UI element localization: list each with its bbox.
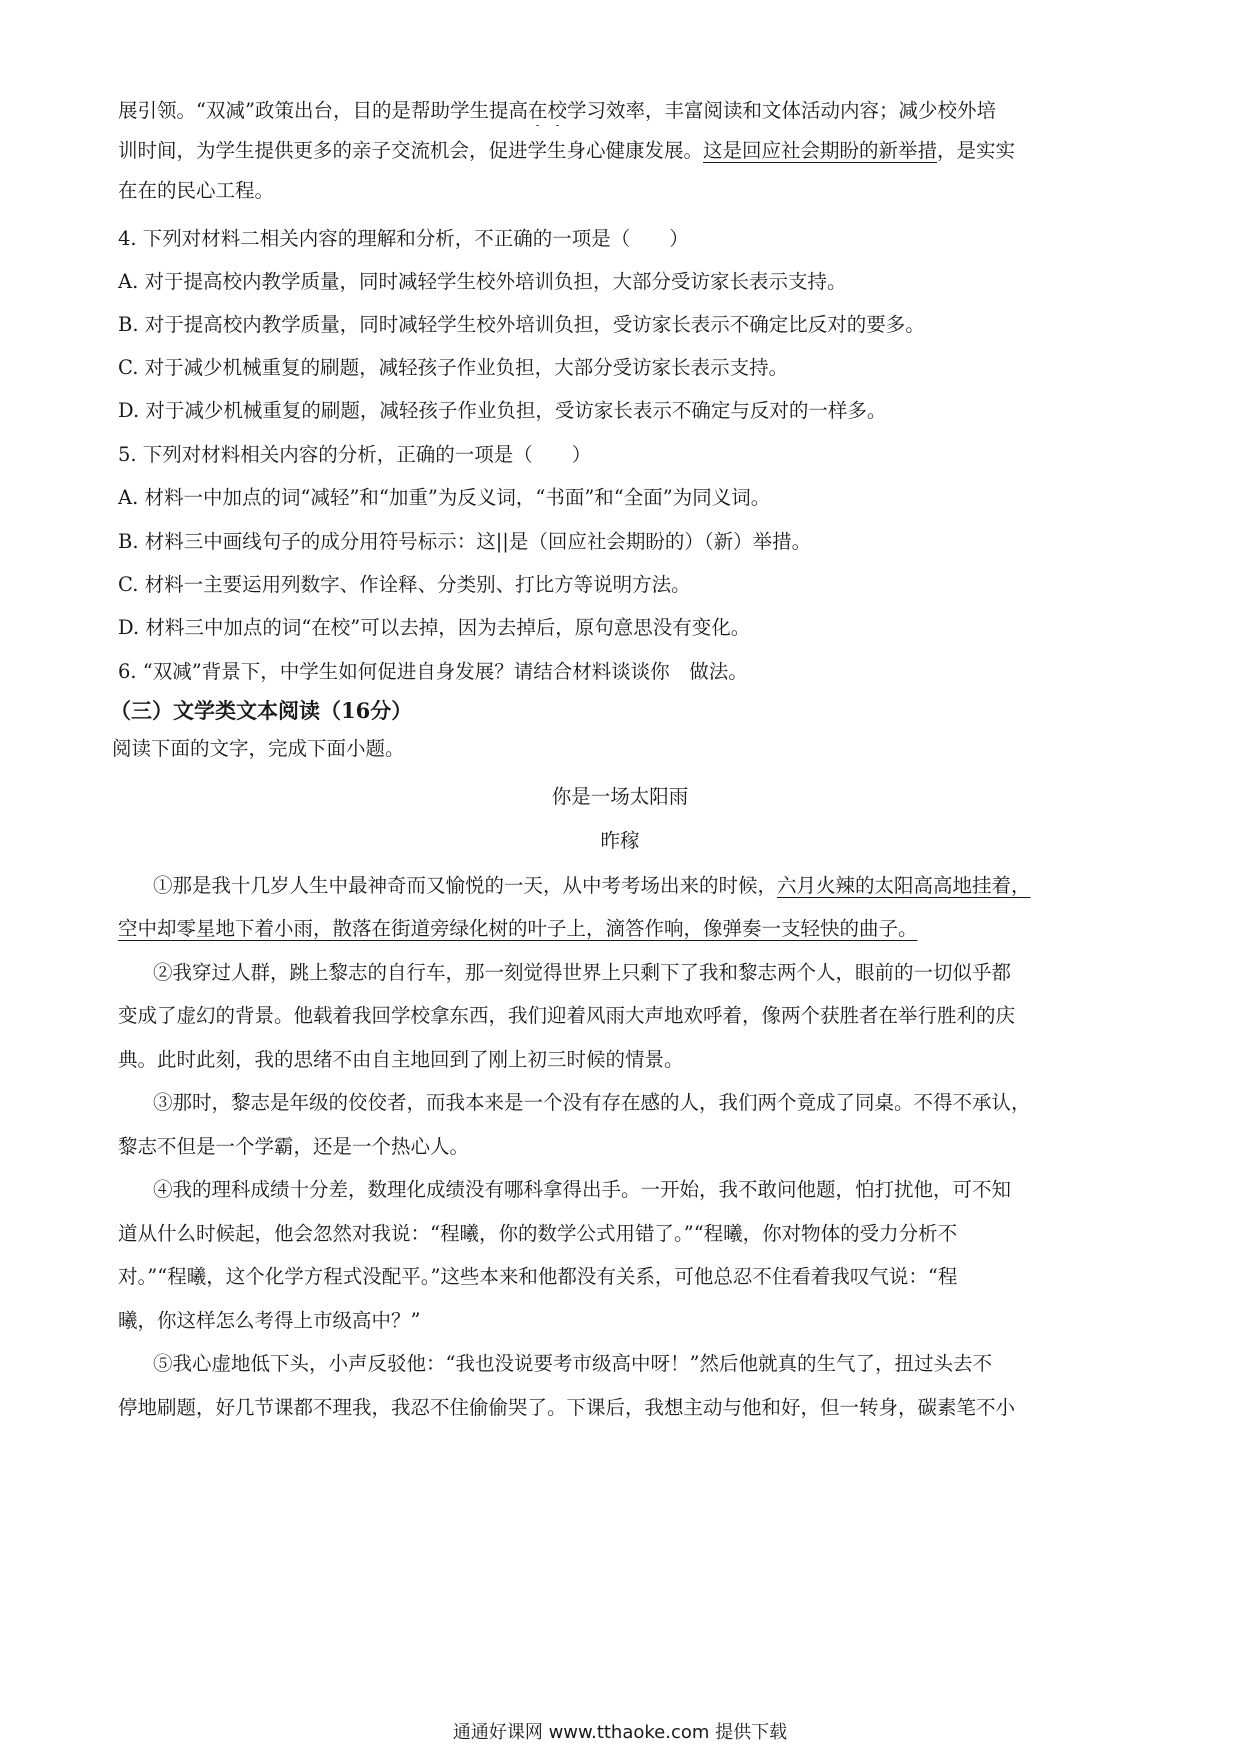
underlined-sentence: 这是回应社会期盼的新举措 [703, 139, 938, 162]
paragraph-4-line-3: 对。”“程曦，这个化学方程式没配平。”这些本来和他都没有关系，可他总忍不住看着我叹气说：“程 [118, 1265, 958, 1288]
paragraph-1-line-1 [153, 871, 1163, 901]
text-span: 展引领。“双减”政策出台，目的是帮助学生提高 [118, 99, 528, 122]
underlined-sentence: 空中却零星地下着小雨，散落在街道旁绿化树的叶子上，滴答作响，像弹奏一支轻快的曲子。 [118, 917, 918, 940]
paragraph-2-line-2: 变成了虚幻的背景。他载着我回学校拿东西，我们迎着风雨大声地欢呼着，像两个获胜者在举行胜利的庆 [118, 1004, 1016, 1027]
question-4-option-d: D. 对于减少机械重复的刷题，减轻孩子作业负担，受访家长表示不确定与反对的一样多。 [118, 399, 887, 422]
paragraph-2-line-1: ②我穿过人群，跳上黎志的自行车，那一刻觉得世界上只剩下了我和黎志两个人，眼前的一切似乎都 [153, 961, 1012, 984]
question-6-stem: 6. “双减”背景下，中学生如何促进自身发展？请结合材料谈谈你 做法。 [118, 660, 748, 683]
question-4-option-a: A. 对于提高校内教学质量，同时减轻学生校外培训负担，大部分受访家长表示支持。 [118, 270, 847, 293]
story-author: 昨稼 [600, 829, 640, 852]
paragraph-4-line-2: 道从什么时候起，他会忽然对我说：“程曦，你的数学公式用错了。”“程曦，你对物体的受力分析不 [118, 1222, 958, 1245]
paragraph-2-line-3: 典。此时此刻，我的思绪不由自主地回到了刚上初三时候的情景。 [118, 1048, 684, 1071]
material3-line-2 [118, 136, 1128, 166]
text-span: 学习效率，丰富阅读和文体活动内容；减少校外培 [566, 99, 996, 122]
paragraph-1-line-2 [118, 914, 1128, 944]
question-5-option-b: B. 材料三中画线句子的成分用符号标示：这||是（回应社会期盼的）（新）举措。 [118, 530, 812, 553]
question-5-stem: 5. 下列对材料相关内容的分析，正确的一项是（ ） [118, 443, 592, 466]
question-5-option-d: D. 材料三中加点的词“在校”可以去掉，因为去掉后，原句意思没有变化。 [118, 616, 751, 639]
paragraph-4-line-1: ④我的理科成绩十分差，数理化成绩没有哪科拿得出手。一开始，我不敢问他题，怕打扰他，可不知 [153, 1178, 1012, 1201]
paragraph-3-line-2: 黎志不但是一个学霸，还是一个热心人。 [118, 1135, 470, 1158]
material3-line-1 [118, 96, 1128, 126]
underlined-sentence: 六月火辣的太阳高高地挂着， [777, 874, 1031, 897]
paragraph-5-line-2: 停地刷题，好几节课都不理我，我忍不住偷偷哭了。下课后，我想主动与他和好，但一转身，碳素笔不小 [118, 1396, 1016, 1419]
material3-line-3: 在在的民心工程。 [118, 179, 275, 202]
text-span: ，是实实 [937, 139, 1016, 162]
question-5-option-c: C. 材料一主要运用列数字、作诠释、分类别、打比方等说明方法。 [118, 573, 691, 596]
story-title: 你是一场太阳雨 [551, 785, 689, 808]
emphasis-dot-char: 校 [547, 99, 567, 122]
question-4-stem: 4. 下列对材料二相关内容的理解和分析，不正确的一项是（ ） [118, 227, 689, 250]
question-5-option-a: A. 材料一中加点的词“减轻”和“加重”为反义词，“书面”和“全面”为同义词。 [118, 486, 771, 509]
paragraph-4-line-4: 曦，你这样怎么考得上市级高中？” [118, 1309, 421, 1332]
emphasis-dot-char: 在 [527, 99, 548, 122]
question-4-option-c: C. 对于减少机械重复的刷题，减轻孩子作业负担，大部分受访家长表示支持。 [118, 356, 789, 379]
download-footer: 通通好课网 www.tthaoke.com 提供下载 [452, 1722, 788, 1743]
text-span: 训时间，为学生提供更多的亲子交流机会，促进学生身心健康发展。 [118, 139, 704, 162]
section-heading: （三）文学类文本阅读（16分） [110, 698, 413, 723]
paragraph-3-line-1: ③那时，黎志是年级的佼佼者，而我本来是一个没有存在感的人，我们两个竟成了同桌。不得不承认， [153, 1091, 1031, 1114]
question-4-option-b: B. 对于提高校内教学质量，同时减轻学生校外培训负担，受访家长表示不确定比反对的要多。 [118, 313, 925, 336]
section-instruction: 阅读下面的文字，完成下面小题。 [112, 737, 405, 760]
text-span: ①那是我十几岁人生中最神奇而又愉悦的一天，从中考考场出来的时候， [153, 874, 778, 897]
paragraph-5-line-1: ⑤我心虚地低下头，小声反驳他：“我也没说要考市级高中呀！”然后他就真的生气了，扭过头去不 [153, 1352, 992, 1375]
